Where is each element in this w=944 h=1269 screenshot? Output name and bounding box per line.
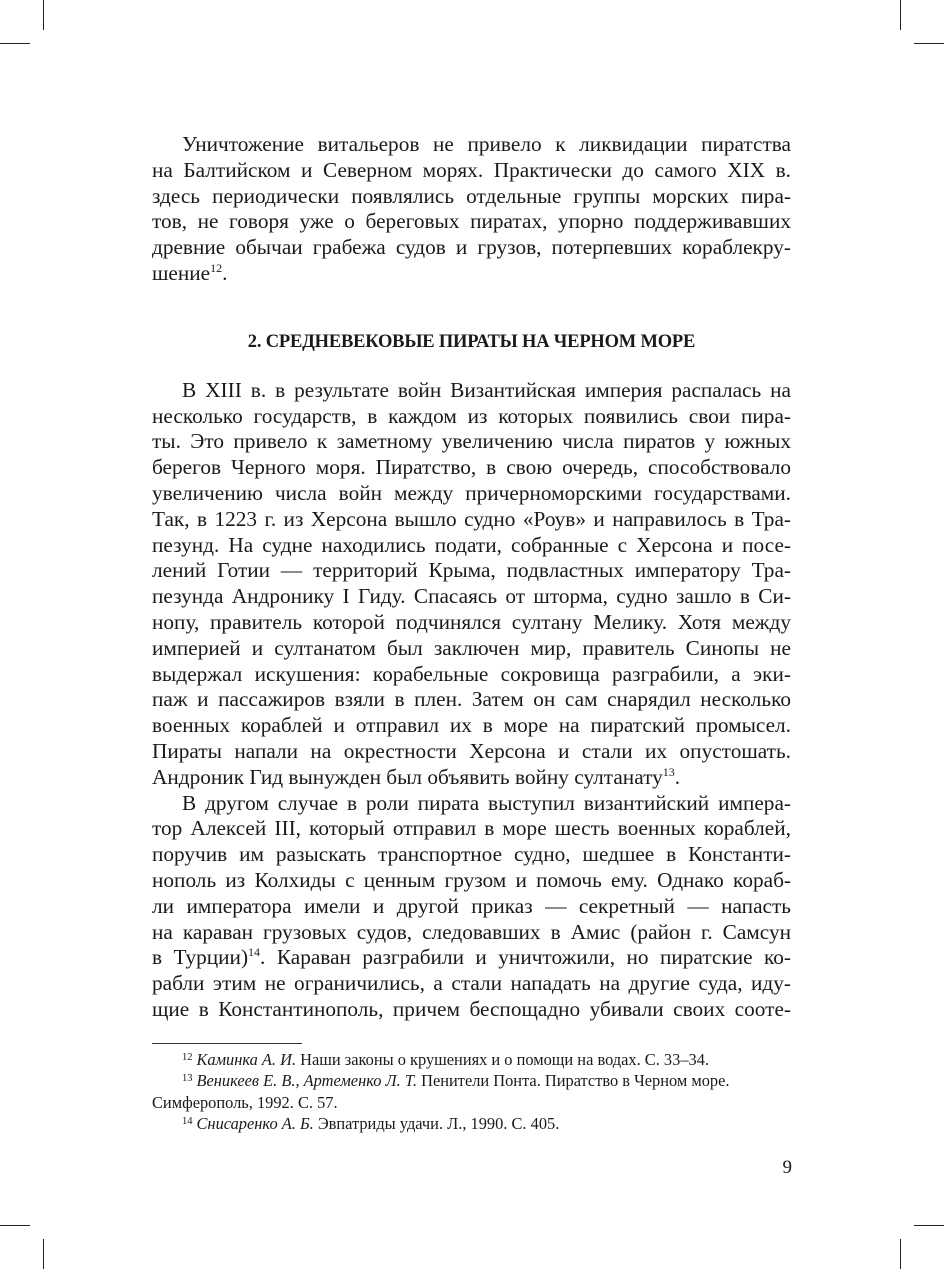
- text-line: тор Алексей III, который отправил в море шесть военных кораблей,: [152, 816, 791, 841]
- text-line: ты. Это привело к заметному увеличению числа пиратов у южных: [152, 429, 791, 454]
- text-fragment: . Караван разграбили и уничтожили, но пиратские ко-: [260, 945, 791, 970]
- footnote-14: [152, 1113, 791, 1134]
- crop-mark-bottom-right-h: [914, 1225, 944, 1226]
- text-fragment: в Турции): [152, 945, 249, 970]
- text-line: нополь из Колхиды с ценным грузом и помочь ему. Однако кораб-: [152, 867, 791, 892]
- text-fragment: Андроник Гид вынужден был объявить войну султанату: [152, 764, 663, 789]
- footnote-continuation: Симферополь, 1992. С. 57.: [152, 1092, 338, 1112]
- text-line: [152, 945, 791, 971]
- footnote-text: Пенители Понта. Пиратство в Черном море.: [417, 1071, 730, 1091]
- footnote-12: [152, 1049, 791, 1070]
- text-line: пезунд. На судне находились подати, собранные с Херсона и посе-: [152, 532, 791, 557]
- crop-mark-top-right-h: [914, 43, 944, 44]
- footnote-author: Веникеев Е. В., Артеменко Л. Т.: [196, 1071, 418, 1091]
- text-line: берегов Черного моря. Пиратство, в свою очередь, способствовало: [152, 455, 791, 480]
- text-line: империей и султанатом был заключен мир, правитель Синопы не: [152, 635, 791, 660]
- text-line: выдержал искушения: корабельные сокровища разграбили, а эки-: [152, 661, 791, 686]
- text-line: увеличению числа войн между причерноморскими государствами.: [152, 480, 791, 505]
- text-line: В другом случае в роли пирата выступил византийский импера-: [182, 790, 791, 815]
- crop-mark-bottom-left: [43, 1239, 44, 1269]
- text-line: Так, в 1223 г. из Херсона вышло судно «Роув» и направилось в Тра-: [152, 506, 791, 531]
- footnote-number: 12: [182, 1052, 193, 1063]
- text-line: тов, не говоря уже о береговых пиратах, упорно поддерживавших: [152, 209, 791, 234]
- footnote-ref-12[interactable]: 12: [210, 260, 223, 275]
- text-line: паж и пассажиров взяли в плен. Затем он сам снарядил несколько: [152, 687, 791, 712]
- text-line: древние обычаи грабежа судов и грузов, потерпевших кораблекру-: [152, 235, 791, 260]
- text-line: несколько государств, в каждом из которых появились свои пира-: [152, 403, 791, 428]
- crop-mark-top-right: [900, 0, 901, 30]
- text-line: военных кораблей и отправил их в море на пиратский промысел.: [152, 713, 791, 738]
- text-line: поручив им разыскать транспортное судно, шедшее в Константи-: [152, 842, 791, 867]
- page-number: 9: [782, 1157, 792, 1178]
- crop-mark-top-left: [43, 0, 44, 30]
- text-line: щие в Константинополь, причем беспощадно убивали своих соотe-: [152, 996, 791, 1021]
- text-line: В XIII в. в результате войн Византийская империя распалась на: [182, 377, 791, 402]
- footnote-ref-14[interactable]: 14: [248, 945, 261, 960]
- text-line: лений Готии — территорий Крыма, подвластных императору Тра-: [152, 558, 791, 583]
- footnote-author: Снисаренко А. Б.: [196, 1113, 314, 1133]
- crop-mark-top-left-h: [0, 43, 30, 44]
- text-fragment: шение: [152, 260, 211, 285]
- crop-mark-bottom-left-h: [0, 1225, 30, 1226]
- text-line: здесь периодически появлялись отдельные группы морских пира-: [152, 183, 791, 208]
- paragraph-2: [152, 791, 791, 1023]
- footnotes: [152, 1049, 791, 1134]
- text-line: Уничтожение витальеров не привело к ликвидации пиратства: [182, 132, 791, 156]
- text-line: [152, 261, 791, 287]
- text-fragment: .: [222, 260, 228, 285]
- footnote-separator: [152, 1043, 302, 1044]
- text-line: Пираты напали на окрестности Херсона и стали их опустошать.: [152, 738, 791, 763]
- text-line: на Балтийском и Северном морях. Практически до самого XIX в.: [152, 157, 791, 182]
- footnote-13: [152, 1070, 791, 1113]
- footnote-author: Каминка А. И.: [196, 1050, 297, 1069]
- crop-mark-bottom-right: [900, 1239, 901, 1269]
- footnote-number: 14: [182, 1115, 193, 1127]
- footnote-number: 13: [182, 1073, 193, 1085]
- footnote-ref-13[interactable]: 13: [662, 764, 675, 779]
- section-heading: 2. СРЕДНЕВЕКОВЫЕ ПИРАТЫ НА ЧЕРНОМ МОРЕ: [247, 331, 696, 352]
- text-fragment: .: [674, 764, 681, 789]
- text-line: [152, 765, 791, 791]
- footnote-text: Наши законы о крушениях и о помощи на водах. С. 33–34.: [296, 1050, 709, 1069]
- text-line: рабли этим не ограничились, а стали нападать на другие суда, иду-: [152, 971, 791, 996]
- footnote-text: Эвпатриды удачи. Л., 1990. С. 405.: [313, 1113, 560, 1133]
- text-line: ли императора имели и другой приказ — секретный — напасть: [152, 893, 791, 918]
- text-line: нопу, правитель которой подчинялся султану Мелику. Хотя между: [152, 609, 791, 634]
- paragraph-1: [152, 378, 791, 791]
- paragraph-intro: [152, 132, 791, 287]
- page-body: [152, 132, 791, 1023]
- text-line: на караван грузовых судов, следовавших в Амис (район г. Самсун: [152, 919, 791, 944]
- text-line: пезунда Андронику I Гиду. Спасаясь от шторма, судно зашло в Си-: [152, 584, 791, 609]
